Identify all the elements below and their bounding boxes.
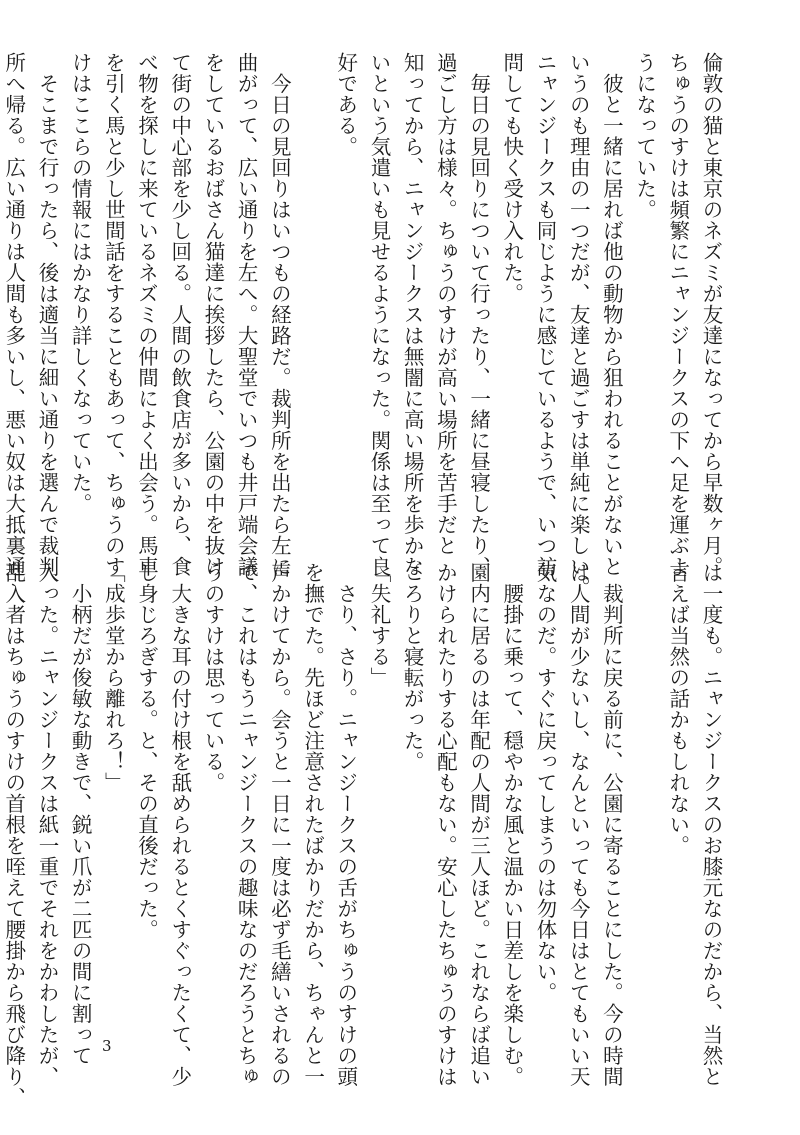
text-line: 知ってから、ニャンジークスは無闇に高い場所を歩かな — [400, 52, 425, 577]
text-line: て街の中心部を少し回る。人間の飲食店が多いから、食 — [167, 52, 192, 577]
text-line: 言えば当然の話かもしれない。 — [665, 562, 690, 856]
text-line: 乱入者はちゅうのすけの首根を咥えて腰掛から飛び降り、 — [1, 562, 26, 1108]
text-line: 大きな耳の付け根を舐められるとくすぐったくて、少 — [167, 562, 192, 1087]
text-line: けはここらの情報にはかなり詳しくなっていた。 — [68, 52, 93, 514]
text-line — [627, 562, 660, 1032]
text-line: 「成歩堂から離れろ！」 — [101, 562, 126, 793]
text-line: をしているおばさん猫達に挨拶したら、公園の中を抜け — [200, 52, 225, 577]
text-line: うのすけは思っている。 — [200, 562, 225, 793]
text-line: ニャンジークスも同じように感じているようで、いつ訪 — [532, 52, 557, 577]
text-line: 裁判所に戻る前に、公園に寄ることにした。今の時間 — [599, 562, 624, 1087]
text-line: 好である。 — [333, 52, 358, 157]
text-line: べ物を探しに来ているネズミの仲間によく出会う。馬車 — [134, 52, 159, 577]
text-line: し身じろぎする。と、その直後だった。 — [134, 562, 159, 940]
text-line: 入った。ニャンジークスは紙一重でそれをかわしたが、 — [34, 562, 59, 1087]
text-line: いうのも理由の一つだが、友達と過ごすは単純に楽しい。 — [566, 52, 591, 598]
text-line: 「失礼する」 — [366, 562, 391, 688]
text-line: 毎日の見回りについて行ったり、一緒に昼寝したり、 — [466, 52, 491, 577]
text-line: を引く馬と少し世間話をすることもあって、ちゅうのす — [101, 52, 126, 577]
text-line: 気なのだ。すぐに戻ってしまうのは勿体ない。 — [532, 562, 557, 1003]
text-line: 今日の見回りはいつもの経路だ。裁判所を出たら左に — [267, 52, 292, 577]
text-line: かけられたりする心配もない。安心したちゅうのすけは — [433, 562, 458, 1087]
text-line: 倫敦の猫と東京のネズミが友達になってから早数ヶ月。 — [699, 52, 723, 577]
text-line: 過ごし方は様々。ちゅうのすけが高い場所を苦手だと — [433, 52, 458, 556]
text-line: 所へ帰る。広い通りは人間も多いし、悪い奴は大抵裏通 — [1, 52, 26, 577]
text-line: を撫でた。先ほど注意されたばかりだから、ちゃんと一 — [300, 562, 325, 1087]
text-line: さり、さり。ニャンジークスの舌がちゅうのすけの頭 — [333, 562, 358, 1087]
text-line: ちゅうのすけは頻繁にニャンジークスの下へ足を運ぶよ — [665, 52, 690, 577]
text-line: で、これはもうニャンジークスの趣味なのだろうとちゅ — [234, 562, 259, 1087]
page-number: 3 — [102, 1037, 112, 1055]
text-line: 腰掛に乗って、穏やかな風と温かい日差しを楽しむ。 — [499, 562, 524, 1087]
text-line: うになっていた。 — [632, 52, 657, 220]
text-line: 曲がって、広い通りを左へ。大聖堂でいつも井戸端会議 — [234, 52, 259, 577]
text-line: は人間が少ないし、なんといっても今日はとてもいい天 — [566, 562, 591, 1087]
text-line: いという気遣いも見せるようになった。関係は至って良 — [366, 52, 391, 577]
text-line: 小柄だが俊敏な動きで、鋭い爪が二匹の間に割って — [68, 562, 93, 1066]
text-line: 問しても快く受け入れた。 — [499, 52, 524, 304]
text-line: 彼と一緒に居れば他の動物から狙われることがないと — [599, 52, 624, 577]
text-line: そこまで行ったら、後は適当に細い通りを選んで裁判 — [34, 52, 59, 577]
text-line: 園内に居るのは年配の人間が三人ほど。これならば追い — [466, 562, 491, 1087]
upper-text-block — [0, 52, 727, 598]
lower-text-block — [0, 562, 727, 1108]
text-line: は一度も。ニャンジークスのお膝元なのだから、当然と — [699, 562, 723, 1087]
text-line: 声かけてから。会うと一日に一度は必ず毛繕いされるの — [267, 562, 292, 1087]
text-line — [295, 52, 328, 522]
text-line: ころりと寝転がった。 — [400, 562, 425, 772]
